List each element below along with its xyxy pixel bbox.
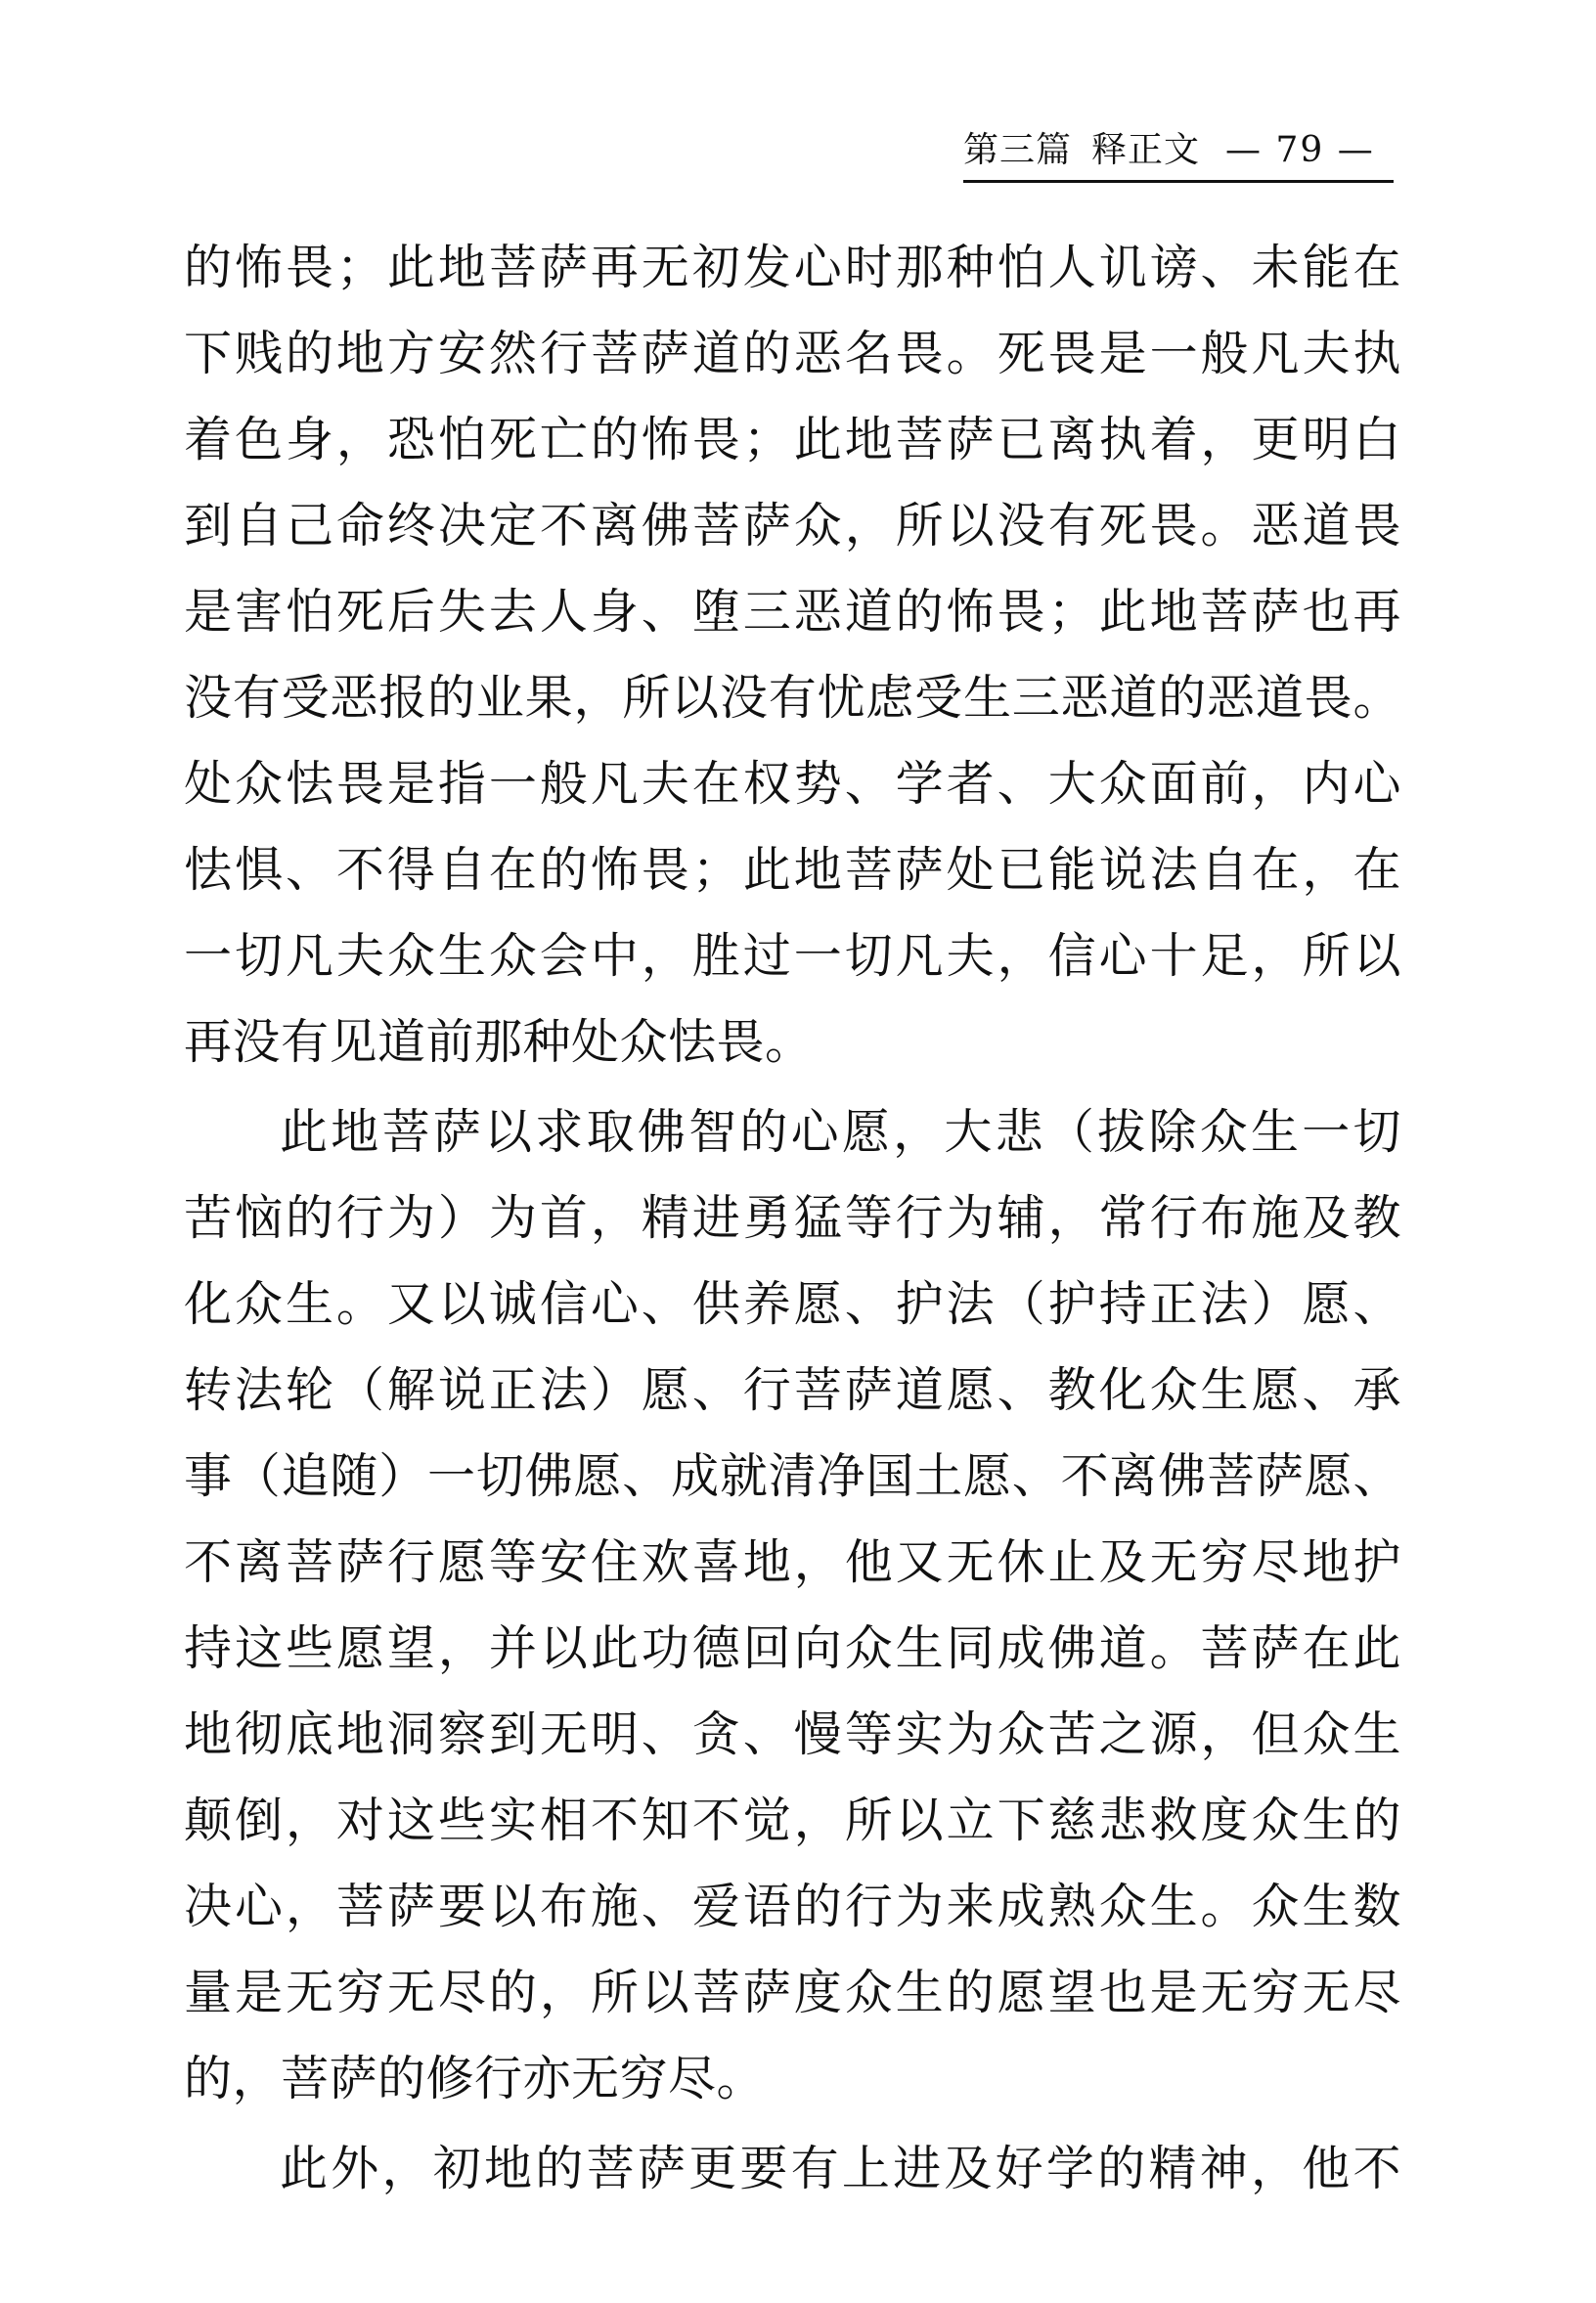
text-line: 的，菩萨的修行亦无穷尽。 bbox=[184, 2051, 766, 2106]
section-title: 释正文 bbox=[1091, 130, 1201, 170]
running-header bbox=[963, 125, 1394, 183]
paragraph-diligence bbox=[184, 2126, 1401, 2212]
text-line: 怯惧、不得自在的怖畏；此地菩萨处已能说法自在，在 bbox=[184, 842, 1401, 898]
text-line: 此地菩萨以求取佛智的心愿，大悲（拔除众生一切 bbox=[280, 1104, 1401, 1160]
text-line: 决心，菩萨要以布施、爱语的行为来成熟众生。众生数 bbox=[184, 1879, 1401, 1934]
body-text bbox=[184, 225, 1401, 2212]
text-line: 此外，初地的菩萨更要有上进及好学的精神，他不 bbox=[280, 2141, 1401, 2196]
text-line: 事（追随）一切佛愿、成就清净国土愿、不离佛菩萨愿、 bbox=[184, 1448, 1401, 1504]
text-line: 着色身，恐怕死亡的怖畏；此地菩萨已离执着，更明白 bbox=[184, 412, 1401, 467]
text-line: 转法轮（解说正法）愿、行菩萨道愿、教化众生愿、承 bbox=[184, 1362, 1401, 1418]
text-line: 处众怯畏是指一般凡夫在权势、学者、大众面前，内心 bbox=[184, 756, 1401, 812]
text-line: 持这些愿望，并以此功德回向众生同成佛道。菩萨在此 bbox=[184, 1620, 1401, 1676]
chapter-title: 第三篇 bbox=[963, 130, 1073, 170]
text-line: 一切凡夫众生众会中，胜过一切凡夫，信心十足，所以 bbox=[184, 928, 1401, 984]
text-line: 再没有见道前那种处众怯畏。 bbox=[184, 1014, 814, 1070]
paragraph-vows bbox=[184, 1089, 1401, 2122]
text-line: 是害怕死后失去人身、堕三恶道的怖畏；此地菩萨也再 bbox=[184, 584, 1401, 640]
text-line: 量是无穷无尽的，所以菩萨度众生的愿望也是无穷无尽 bbox=[184, 1965, 1401, 2020]
text-line: 苦恼的行为）为首，精进勇猛等行为辅，常行布施及教 bbox=[184, 1190, 1401, 1246]
text-line: 的怖畏；此地菩萨再无初发心时那种怕人讥谤、未能在 bbox=[184, 240, 1401, 295]
page-number: — 79 — bbox=[1225, 130, 1375, 170]
text-line: 化众生。又以诚信心、供养愿、护法（护持正法）愿、 bbox=[184, 1276, 1401, 1332]
text-line: 颠倒，对这些实相不知不觉，所以立下慈悲救度众生的 bbox=[184, 1793, 1401, 1848]
text-line: 不离菩萨行愿等安住欢喜地，他又无休止及无穷尽地护 bbox=[184, 1534, 1401, 1590]
paragraph-continued bbox=[184, 225, 1401, 1085]
text-line: 地彻底地洞察到无明、贪、慢等实为众苦之源，但众生 bbox=[184, 1706, 1401, 1762]
text-line: 下贱的地方安然行菩萨道的恶名畏。死畏是一般凡夫执 bbox=[184, 326, 1401, 381]
text-line: 到自己命终决定不离佛菩萨众，所以没有死畏。恶道畏 bbox=[184, 498, 1401, 554]
text-line: 没有受恶报的业果，所以没有忧虑受生三恶道的恶道畏。 bbox=[184, 670, 1401, 726]
